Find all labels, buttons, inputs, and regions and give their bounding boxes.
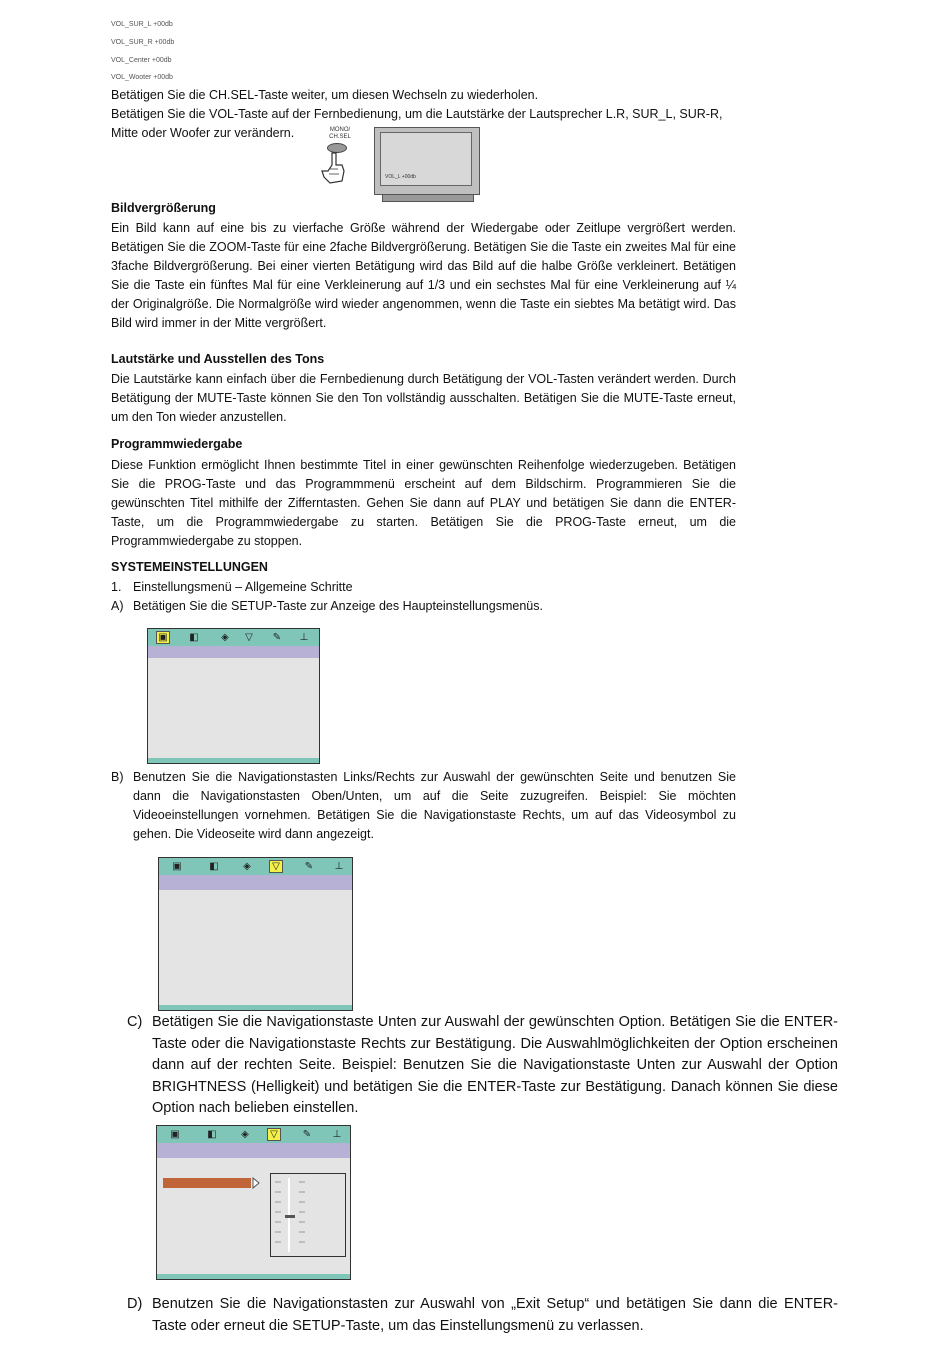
step-1-text: Einstellungsmenü – Allgemeine Schritte xyxy=(133,580,353,594)
tv-osd-text: VOL_L +00db xyxy=(385,174,416,180)
menu-subbar xyxy=(157,1143,350,1158)
general-setup-icon[interactable]: ▣ xyxy=(172,861,182,872)
triangle-right-icon xyxy=(252,1177,260,1189)
menu-subbar xyxy=(159,875,352,890)
intro-paragraph-1: Betätigen Sie die CH.SEL-Taste weiter, um diesen Wechseln zu wiederholen. xyxy=(111,88,539,102)
vol-line-sur-r: VOL_SUR_R +00db xyxy=(111,39,175,46)
menu-toolbar xyxy=(159,858,352,875)
step-b-label: B) xyxy=(111,770,124,784)
slider-scale xyxy=(271,1174,345,1256)
step-d-text: Benutzen Sie die Navigationstasten zur Auswahl von „Exit Setup“ und betätigen Sie dann die ENTER-Taste oder erneut die SETUP-Taste, um das Einstellungsmenü zu verlassen. xyxy=(152,1296,838,1334)
volume-paragraph: Die Lautstärke kann einfach über die Fernbedienung durch Betätigung der VOL-Tasten verändert werden. Durch Betätigung der MUTE-Taste können Sie den Ton vollständig ausschalten. Betätigen Sie die MUTE-Taste erneut, um den Ton wieder anzustellen. xyxy=(111,372,736,424)
menu-footer xyxy=(159,1005,352,1010)
video-setup-icon[interactable]: ▽ xyxy=(245,632,253,643)
setup-menu-main xyxy=(147,628,320,764)
menu-toolbar xyxy=(157,1126,350,1143)
step-1-label: 1. xyxy=(111,580,122,594)
menu-footer xyxy=(148,758,319,763)
brightness-slider-panel[interactable] xyxy=(270,1173,346,1257)
vol-line-woofer: VOL_Wooter +00db xyxy=(111,74,173,81)
brightness-option-bar[interactable] xyxy=(163,1178,251,1188)
vol-line-sur-l: VOL_SUR_L +00db xyxy=(111,21,173,28)
remote-button-label: MONO/ CH.SEL xyxy=(329,127,351,140)
audio-setup-icon[interactable]: ◈ xyxy=(243,861,251,872)
tv-illustration xyxy=(374,127,480,201)
preference-icon[interactable]: ✎ xyxy=(304,861,314,872)
menu-toolbar xyxy=(148,629,319,646)
step-d-label: D) xyxy=(127,1296,143,1312)
intro-paragraph-2a: Betätigen Sie die VOL-Taste auf der Fernbedienung, um die Lautstärke der Lautsprecher L.R, SUR_L, SUR-R, xyxy=(111,107,723,121)
video-setup-icon[interactable]: ▽ xyxy=(268,1129,280,1140)
general-setup-icon[interactable]: ▣ xyxy=(158,632,168,643)
password-icon[interactable]: ⊥ xyxy=(332,1129,342,1140)
step-a-label: A) xyxy=(111,599,124,613)
heading-zoom: Bildvergrößerung xyxy=(111,201,216,215)
pointing-hand-icon xyxy=(318,151,350,187)
program-paragraph: Diese Funktion ermöglicht Ihnen bestimmte Titel in einer gewünschten Reihenfolge wiederzugeben. Betätigen Sie die PROG-Taste und das Programmmenü erscheint auf dem Bildschirm. Programmieren Sie die gewünschten Titel mithilfe der Zifferntasten. Gehen Sie dann auf PLAY und betätigen Sie dann die ENTER-Taste, um die Programmwiedergabe zu starten. Betätigen Sie die PROG-Taste erneut, um die Programmwiedergabe zu stoppen. xyxy=(111,458,736,548)
step-c-label: C) xyxy=(127,1014,143,1030)
tv-screen xyxy=(380,132,472,186)
audio-setup-icon[interactable]: ◈ xyxy=(241,1129,249,1140)
step-b-text: Benutzen Sie die Navigationstasten Links/Rechts zur Auswahl der gewünschten Seite und benutzen Sie dann die Navigationstasten Oben/Unten, um auf die Seite zuzugreifen. Beispiel: Sie möchten Videoeinstellungen vornehmen. Betätigen Sie die Navigationstaste Rechts, um auf das Videosymbol zu gehen. Die Videoseite wird dann angezeigt. xyxy=(133,770,736,841)
setup-menu-brightness xyxy=(156,1125,351,1280)
menu-subbar xyxy=(148,646,319,658)
zoom-paragraph: Ein Bild kann auf eine bis zu vierfache Größe während der Wiedergabe oder Zeitlupe vergrößert werden. Betätigen Sie die ZOOM-Taste für eine 2fache Bildvergrößerung. Betätigen Sie die Taste ein zweites Mal für eine 3fache Bildvergrößerung. Bei einer vierten Betätigung wird das Bild auf die halbe Größe verkleinert. Betätigen Sie die Taste ein fünftes Mal für eine Verkleinerung auf 1/3 und ein sechstes Mal für eine Verkleinerung auf ¼ der Originalgröße. Die Normalgröße wird wieder angenommen, wenn die Taste ein siebtes Ma betätigt wird. Das Bild wird immer in der Mitte vergrößert. xyxy=(111,221,736,330)
password-icon[interactable]: ⊥ xyxy=(299,632,309,643)
password-icon[interactable]: ⊥ xyxy=(334,861,344,872)
heading-volume: Lautstärke und Ausstellen des Tons xyxy=(111,352,325,366)
speaker-setup-icon[interactable]: ◧ xyxy=(209,861,219,872)
heading-program: Programmwiedergabe xyxy=(111,437,243,451)
intro-paragraph-2b: Mitte oder Woofer zur verändern. xyxy=(111,126,295,140)
remote-hand-illustration xyxy=(318,127,360,187)
speaker-setup-icon[interactable]: ◧ xyxy=(207,1129,217,1140)
step-a-text: Betätigen Sie die SETUP-Taste zur Anzeige des Haupteinstellungsmenüs. xyxy=(133,599,543,613)
general-setup-icon[interactable]: ▣ xyxy=(170,1129,180,1140)
preference-icon[interactable]: ✎ xyxy=(272,632,282,643)
step-c-text: Betätigen Sie die Navigationstaste Unten zur Auswahl der gewünschten Option. Betätigen Sie die ENTER-Taste oder die Navigationstaste Rechts zur Bestätigung. Die Auswahlmöglichkeiten der Option erscheinen dann auf der rechten Seite. Beispiel: Benutzen Sie die Navigationstaste Unten zur Auswahl der Option BRIGHTNESS (Helligkeit) und betätigen Sie die ENTER-Taste zur Bestätigung. Danach können Sie diese Option nach belieben einstellen. xyxy=(152,1014,838,1116)
speaker-setup-icon[interactable]: ◧ xyxy=(189,632,199,643)
audio-setup-icon[interactable]: ◈ xyxy=(221,632,229,643)
heading-system: SYSTEMEINSTELLUNGEN xyxy=(111,560,268,574)
video-setup-icon[interactable]: ▽ xyxy=(270,861,282,872)
vol-line-center: VOL_Center +00db xyxy=(111,57,172,64)
preference-icon[interactable]: ✎ xyxy=(302,1129,312,1140)
menu-footer xyxy=(157,1274,350,1279)
setup-menu-video-page xyxy=(158,857,353,1011)
